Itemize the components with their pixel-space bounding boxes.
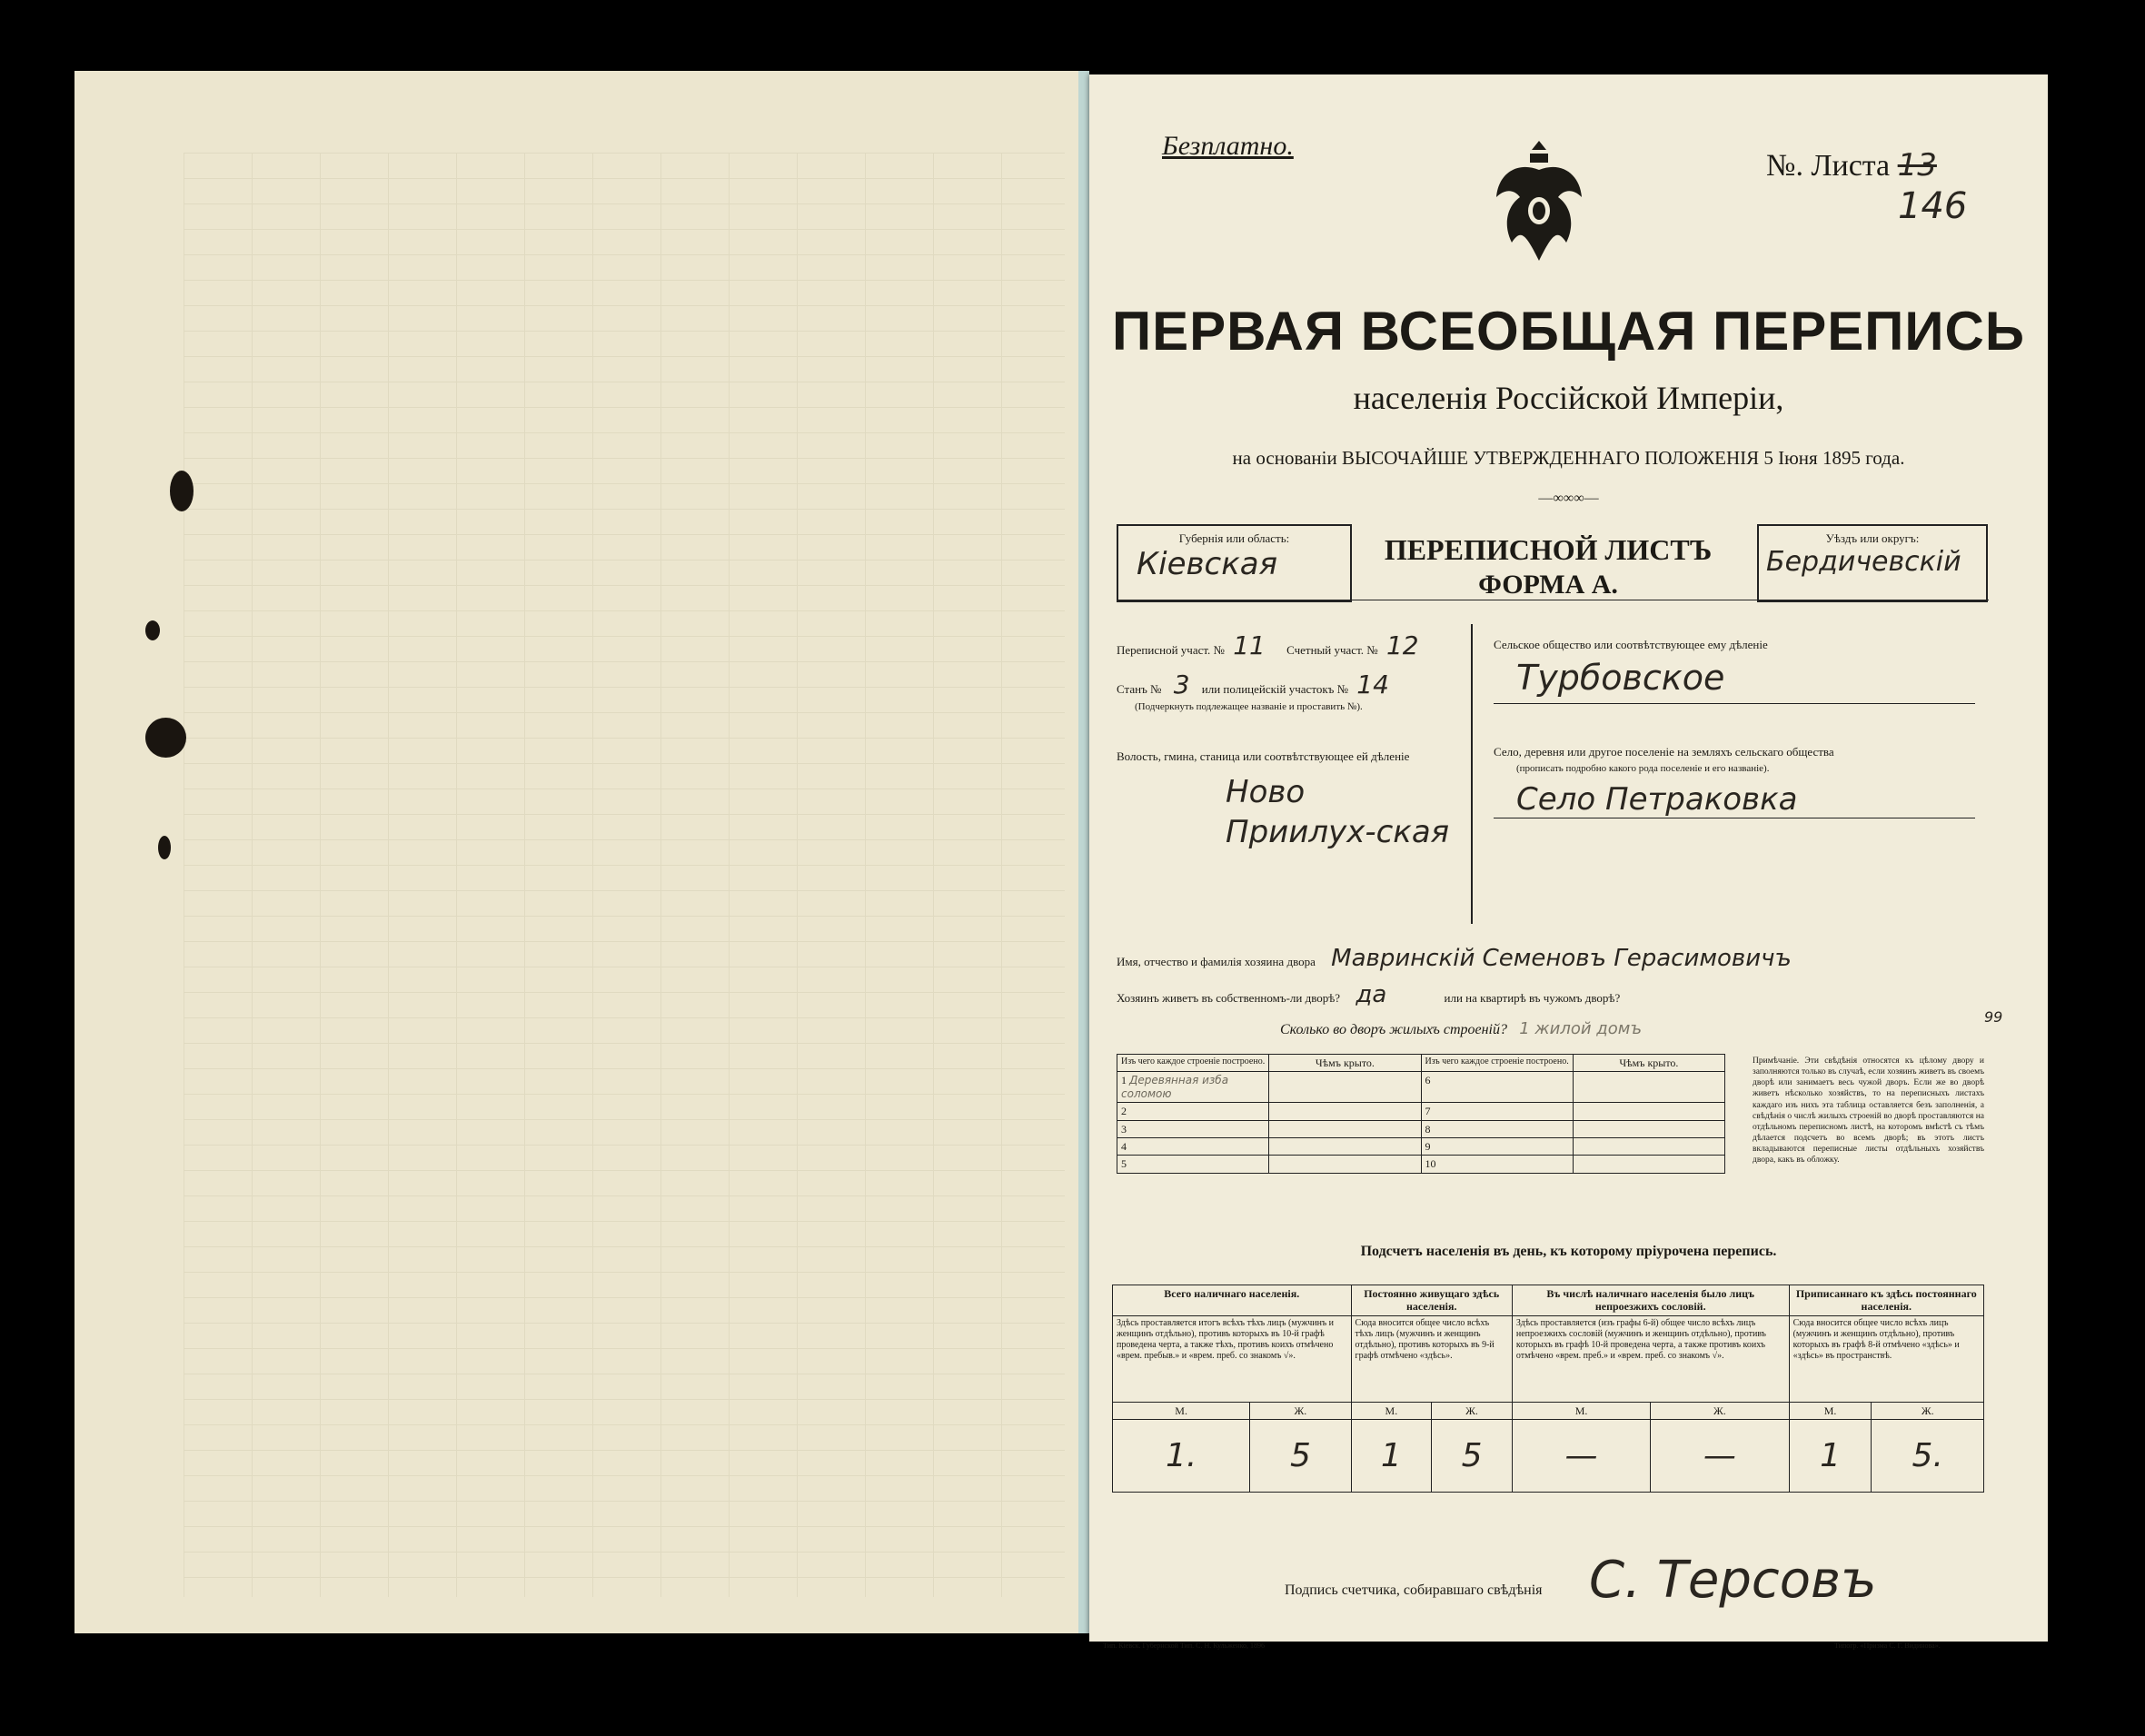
row-number: 2 bbox=[1117, 1103, 1269, 1120]
row-number: 6 bbox=[1421, 1072, 1573, 1103]
police-value: 14 bbox=[1356, 670, 1389, 699]
summary-value: 1 bbox=[1351, 1420, 1432, 1493]
male-header: М. bbox=[1789, 1402, 1872, 1419]
row-number: 8 bbox=[1421, 1120, 1573, 1137]
row-number: 3 bbox=[1117, 1120, 1269, 1137]
uezd-box bbox=[1757, 524, 1988, 602]
summary-group4-title: Приписаннаго къ здѣсь постояннаго населенія. bbox=[1789, 1285, 1983, 1316]
summary-value: 5. bbox=[1872, 1420, 1984, 1493]
gubernia-label: Губернія или область: bbox=[1178, 531, 1290, 545]
buildings-field bbox=[1280, 1019, 1642, 1038]
buildings-table bbox=[1117, 1054, 1725, 1174]
schetny-uch-value: 12 bbox=[1385, 630, 1419, 660]
buildings-col2-header: Чѣмъ крыто. bbox=[1573, 1055, 1724, 1072]
male-header: М. bbox=[1113, 1402, 1250, 1419]
apartment-label: или на квартирѣ въ чужомъ дворѣ? bbox=[1444, 991, 1621, 1005]
male-header: М. bbox=[1512, 1402, 1650, 1419]
double-headed-eagle-emblem bbox=[1489, 134, 1589, 274]
row-number: 5 bbox=[1117, 1156, 1269, 1173]
selskoe-underline bbox=[1494, 703, 1975, 704]
summary-group1-title: Всего наличнаго населенія. bbox=[1113, 1285, 1352, 1316]
apartment-mark: 99 bbox=[1984, 1008, 2003, 1026]
summary-table bbox=[1112, 1285, 1984, 1493]
summary-heading: Подсчетъ населенія въ день, къ которому пріурочена перепись. bbox=[1360, 1244, 1777, 1259]
lives-label: Хозяинъ живетъ въ собственномъ-ли дворѣ? bbox=[1117, 991, 1341, 1005]
summary-value: — bbox=[1512, 1420, 1650, 1493]
lives-value: да bbox=[1356, 981, 1387, 1008]
stan-field bbox=[1117, 670, 1462, 699]
buildings-value: 1 жилой домъ bbox=[1519, 1019, 1643, 1038]
summary-group4-desc: Сюда вносится общее число всѣхъ лицъ (мужчинъ и женщинъ отдѣльно), противъ которыхъ въ графѣ 8-й отмѣчено «здѣсь» и «здѣсь» въ пространствѣ. bbox=[1789, 1315, 1983, 1402]
police-label: или полицейскій участокъ № bbox=[1201, 682, 1349, 696]
ornament-divider: —∞∞∞— bbox=[1538, 491, 1599, 506]
left-page bbox=[74, 71, 1078, 1633]
perepis-uch-label: Переписной участ. № bbox=[1117, 643, 1225, 657]
printer-imprint-left: Тип. Кіевск. Губернской Тип. С. Н. Кульженко, 1896 bbox=[1103, 1642, 1265, 1650]
free-label: Безплатно. bbox=[1162, 131, 1294, 161]
book-spine bbox=[1078, 71, 1089, 1633]
summary-group3-title: Въ числѣ наличнаго населенія было лицъ непроезжихъ сословій. bbox=[1512, 1285, 1789, 1316]
row-number: 7 bbox=[1421, 1103, 1573, 1120]
summary-value: 5 bbox=[1432, 1420, 1513, 1493]
ink-blot bbox=[158, 836, 171, 859]
row-number: 10 bbox=[1421, 1156, 1573, 1173]
buildings-col2-header: Чѣмъ крыто. bbox=[1269, 1055, 1421, 1072]
census-title: ПЕРВАЯ ВСЕОБЩАЯ ПЕРЕПИСЬ bbox=[1112, 301, 2025, 362]
stan-label: Станъ № bbox=[1117, 682, 1162, 696]
uezd-value: Бердичевскій bbox=[1766, 546, 1961, 578]
table-row bbox=[1117, 1103, 1725, 1120]
building-row1-value: Деревянная изба соломою bbox=[1121, 1074, 1229, 1100]
ink-blot bbox=[145, 620, 160, 640]
summary-value: 1 bbox=[1789, 1420, 1872, 1493]
stan-value: 3 bbox=[1173, 670, 1190, 699]
faded-grid bbox=[184, 153, 1065, 1597]
summary-group2-title: Постоянно живущаго здѣсь населенія. bbox=[1351, 1285, 1512, 1316]
sheet-number-text: №. Листа bbox=[1766, 149, 1891, 183]
sheet-title: ПЕРЕПИСНОЙ ЛИСТЪ bbox=[1384, 533, 1713, 566]
selo-label: Село, деревня или другое поселеніе на земляхъ сельскаго общества bbox=[1494, 745, 1834, 759]
owner-field bbox=[1117, 945, 2025, 972]
ink-blot bbox=[145, 718, 186, 758]
volost-label: Волость, гмина, станица или соотвѣтствующее ей дѣленіе bbox=[1117, 749, 1410, 763]
perepis-uch-value: 11 bbox=[1233, 630, 1266, 660]
table-row bbox=[1117, 1156, 1725, 1173]
buildings-label: Сколько во дворъ жилыхъ строеній? bbox=[1280, 1022, 1507, 1037]
census-form-page bbox=[1089, 74, 2048, 1650]
owner-label: Имя, отчество и фамилія хозяина двора bbox=[1117, 955, 1316, 968]
selo-note: (прописать подробно какого рода поселеніе и его названіе). bbox=[1516, 763, 1770, 774]
table-row bbox=[1117, 1072, 1725, 1103]
lives-field bbox=[1117, 981, 2007, 1008]
census-basis: на основаніи ВЫСОЧАЙШЕ УТВЕРЖДЕННАГО ПОЛОЖЕНІЯ 5 Іюня 1895 года. bbox=[1232, 447, 1905, 469]
buildings-col1-header: Изъ чего каждое строеніе построено. bbox=[1421, 1055, 1573, 1072]
gubernia-value: Кіевская bbox=[1137, 546, 1278, 582]
signature-field bbox=[1285, 1582, 1543, 1599]
summary-group1-desc: Здѣсь проставляется итогъ всѣхъ тѣхъ лицъ (мужчинъ и женщинъ отдѣльно), противъ которыхъ въ 10-й графѣ проведена черта, а также тѣхъ, противъ коихъ отмѣчено «врем. пребыв.» и «врем. преб. со знакомъ √». bbox=[1113, 1315, 1352, 1402]
summary-group2-desc: Сюда вносится общее число всѣхъ тѣхъ лицъ (мужчинъ и женщинъ отдѣльно), противъ которыхъ въ 9-й графѣ отмѣчено «здѣсь». bbox=[1351, 1315, 1512, 1402]
ink-blot bbox=[170, 471, 194, 511]
male-header: М. bbox=[1351, 1402, 1432, 1419]
volost-value: Ново Приилух-ская bbox=[1226, 774, 1450, 851]
owner-value: Мавринскій Семеновъ Герасимовичъ bbox=[1331, 945, 1792, 972]
table-row bbox=[1117, 1120, 1725, 1137]
selskoe-label: Сельское общество или соотвѣтствующее ему дѣленіе bbox=[1494, 638, 1768, 651]
female-header: Ж. bbox=[1432, 1402, 1513, 1419]
summary-value: 5 bbox=[1250, 1420, 1351, 1493]
sheet-number-label bbox=[1766, 147, 1937, 184]
schetny-uch-label: Счетный участ. № bbox=[1286, 643, 1378, 657]
buildings-note: Примѣчаніе. Эти свѣдѣнія относятся къ цѣлому двору и заполняются только въ случаѣ, если хозяинъ живетъ въ своемъ дворѣ или занимаетъ весь чужой дворъ. Если же во дворѣ живетъ нѣсколько хозяйствъ, то на переписныхъ листахъ каждаго изъ нихъ эта таблица оставляется безъ заполненія, а свѣдѣнія о числѣ жилыхъ строеній во дворѣ проставляются на отдѣльномъ переписномъ листѣ, на которомъ вмѣстѣ съ тѣмъ дѣлается подсчетъ во всемъ дворѣ; въ этотъ листъ вкладываются переписные листы отдѣльныхъ хозяйствъ двора, какъ въ обложку. bbox=[1753, 1056, 1984, 1166]
census-subtitle: населенія Россійской Имперіи, bbox=[1353, 380, 1784, 416]
table-row bbox=[1117, 1137, 1725, 1155]
column-divider bbox=[1471, 624, 1473, 924]
row-number: 9 bbox=[1421, 1137, 1573, 1155]
female-header: Ж. bbox=[1250, 1402, 1351, 1419]
selo-value: Село Петраковка bbox=[1516, 781, 1798, 818]
sheet-number-struck: 13 bbox=[1897, 147, 1937, 184]
female-header: Ж. bbox=[1872, 1402, 1984, 1419]
gubernia-box bbox=[1117, 524, 1352, 602]
row-number: 1 bbox=[1121, 1074, 1127, 1087]
signature-value: С. Терсовъ bbox=[1589, 1551, 1877, 1610]
perepis-uch-field bbox=[1117, 630, 1462, 660]
selskoe-value: Турбовское bbox=[1516, 658, 1725, 698]
uezd-label: Уѣздъ или округъ: bbox=[1825, 531, 1920, 545]
female-header: Ж. bbox=[1651, 1402, 1789, 1419]
buildings-col1-header: Изъ чего каждое строеніе построено. bbox=[1117, 1055, 1269, 1072]
police-note: (Подчеркнуть подлежащее названіе и проставить №). bbox=[1135, 701, 1363, 712]
summary-group3-desc: Здѣсь проставляется (изъ графы 6-й) общее число всѣхъ лицъ непроезжихъ сословій (мужчинъ и женщинъ отдѣльно), противъ которыхъ въ графѣ 10-й проведена черта, а также противъ коихъ отмѣчено «врем. преб.» и «врем. преб. со знакомъ √». bbox=[1512, 1315, 1789, 1402]
sheet-form: ФОРМА А. bbox=[1478, 570, 1618, 600]
printer-imprint-right: Типогр. «Призма С. Г. Видинова». bbox=[1834, 1642, 1941, 1650]
summary-value: — bbox=[1651, 1420, 1789, 1493]
row-number: 4 bbox=[1117, 1137, 1269, 1155]
summary-value: 1. bbox=[1113, 1420, 1250, 1493]
signature-label: Подпись счетчика, собиравшаго свѣдѣнія bbox=[1285, 1582, 1543, 1598]
sheet-number-handwritten: 146 bbox=[1898, 185, 1968, 227]
